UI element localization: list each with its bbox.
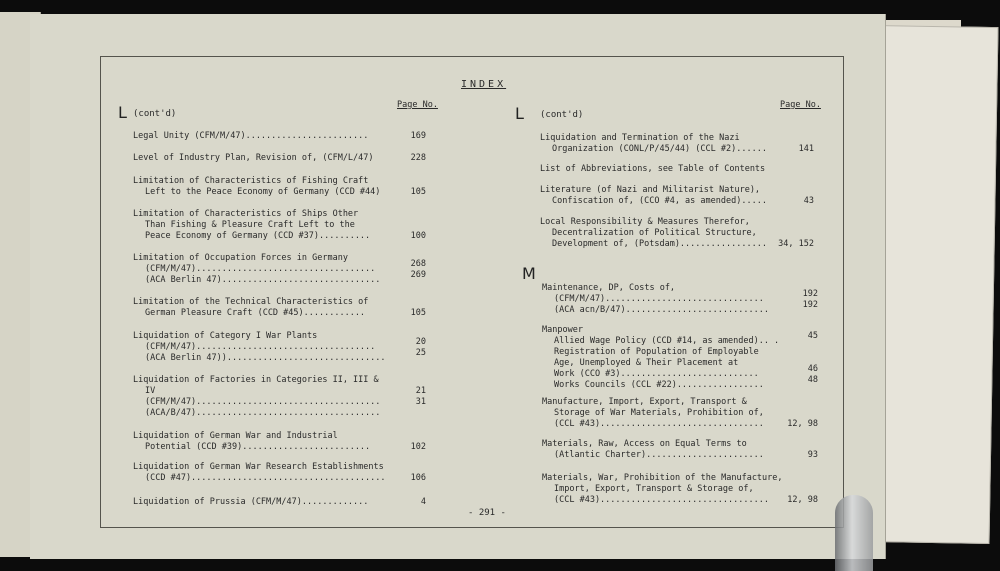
index-entry [133,497,368,508]
entry-line: Literature (of Nazi and Militarist Nature), [540,185,761,195]
index-entry [542,439,764,461]
entry-line: (ACA/B/47).................................... [145,408,381,418]
entry-line: (CCL #43)................................. [554,495,769,505]
entry-line: Maintenance, DP, Costs of, [542,283,676,293]
page-reference: 105 [410,187,426,197]
entry-line: (Atlantic Charter)....................... [554,450,764,460]
entry-line: (CFM/M/47)................................... [145,264,376,274]
entry-line: IV [145,386,156,396]
entry-line: Limitation of Characteristics of Fishing Craft [133,176,369,186]
index-entry [133,153,374,164]
entry-line: Liquidation and Termination of the Nazi [540,133,740,143]
page-reference: 43 [803,196,814,206]
continued-label-left: (cont'd) [133,109,177,119]
entry-line: List of Abbreviations, see Table of Contents [540,164,766,174]
entry-line: Works Councils (CCL #22)................. [554,380,764,390]
section-letter-left: L [118,103,127,122]
page-reference: 93 [807,450,818,460]
entry-line: Peace Economy of Germany (CCD #37).......... [145,231,371,241]
entry-line: (CFM/M/47).................................... [145,397,381,407]
entry-line: Allied Wage Policy (CCD #14, as amended).. . [554,336,780,346]
entry-line: Materials, Raw, Access on Equal Terms to [542,439,747,449]
page-reference: 20 25 [415,336,426,358]
entry-line: Local Responsibility & Measures Therefor, [540,217,750,227]
entry-line: Materials, War, Prohibition of the Manufacture, [542,473,783,483]
index-entry [133,209,370,242]
page-reference: 21 31 [415,386,426,407]
entry-line: Potential (CCD #39)......................... [145,442,371,452]
index-entry [133,462,386,484]
index-entry [542,325,779,391]
entry-line: (ACA acn/B/47)............................ [554,305,769,315]
index-entry [133,431,370,453]
page-reference: 45 46 48 [807,330,818,385]
entry-line: Limitation of the Technical Characteristics of [133,297,369,307]
entry-line: Organization (CONL/P/45/44) (CCL #2)...... [552,144,767,154]
index-title: INDEX [461,79,507,90]
index-entry [540,133,767,155]
entry-line: (CFM/M/47)............................... [554,294,764,304]
page-reference: 169 [410,131,426,141]
page-reference: 228 [410,153,426,163]
page-reference: 141 [798,144,814,154]
entry-line: (CCD #47)...................................... [145,473,386,483]
index-entry [133,331,386,364]
entry-line: Level of Industry Plan, Revision of, (CFM/L/47) [133,153,374,163]
entry-line: Age, Unemployed & Their Placement at [554,358,739,368]
index-entry [540,185,767,207]
page-no-header-right: Page No. [780,100,821,110]
entry-line: Manpower [542,325,583,335]
page-reference: 106 [410,473,426,483]
entry-line: Legal Unity (CFM/M/47)........................ [133,131,369,141]
entry-line: (CFM/M/47)................................... [145,342,376,352]
entry-line: Registration of Population of Employable [554,347,759,357]
page-no-header-left: Page No. [397,100,438,110]
entry-line: (ACA Berlin 47))............................... [145,353,386,363]
page-reference: 268 269 [410,258,426,280]
entry-line: Liquidation of Factories in Categories II, III & [133,375,379,385]
entry-line: Confiscation of, (CCO #4, as amended)..... [552,196,767,206]
entry-line: Left to the Peace Economy of Germany (CCD #44) [145,187,381,197]
index-entry [540,164,765,175]
entry-line: German Pleasure Craft (CCD #45)............ [145,308,366,318]
entry-line: Storage of War Materials, Prohibition of, [554,408,764,418]
index-entry [133,297,368,319]
page-reference: 12, 98 [787,495,818,505]
page-reference: 12, 98 [787,419,818,429]
index-entry [542,397,764,430]
page-clip [835,495,873,571]
page-reference: 34, 152 [778,239,814,249]
page-reference: 102 [410,442,426,452]
page-reference: 100 [410,231,426,241]
section-letter-m: M [522,264,536,283]
entry-line: Decentralization of Political Structure, [552,228,757,238]
page-reference: 105 [410,308,426,318]
entry-line: Liquidation of German War Research Establishments [133,462,384,472]
entry-line: (CCL #43)................................ [554,419,764,429]
index-entry [133,375,380,419]
index-entry [542,473,783,506]
entry-line: Liquidation of Category I War Plants [133,331,318,341]
section-letter-right: L [515,104,524,123]
entry-line: Manufacture, Import, Export, Transport & [542,397,747,407]
entry-line: Liquidation of German War and Industrial [133,431,338,441]
entry-line: Work (CCO #3)........................... [554,369,759,379]
entry-line: Limitation of Characteristics of Ships Other [133,209,359,219]
index-entry [133,253,380,286]
entry-line: Liquidation of Prussia (CFM/M/47)............. [133,497,369,507]
page-reference: 192 192 [802,288,818,310]
page-number-footer: - 291 - [468,508,506,518]
entry-line: Than Fishing & Pleasure Craft Left to the [145,220,355,230]
index-entry [542,283,769,316]
page-reference: 4 [420,497,426,507]
entry-line: Import, Export, Transport & Storage of, [554,484,754,494]
index-entry [133,176,380,198]
entry-line: (ACA Berlin 47)............................... [145,275,381,285]
continued-label-right: (cont'd) [540,110,584,120]
entry-line: Development of, (Potsdam)................. [552,239,767,249]
index-entry [540,217,767,250]
entry-line: Limitation of Occupation Forces in Germany [133,253,348,263]
index-entry [133,131,368,142]
